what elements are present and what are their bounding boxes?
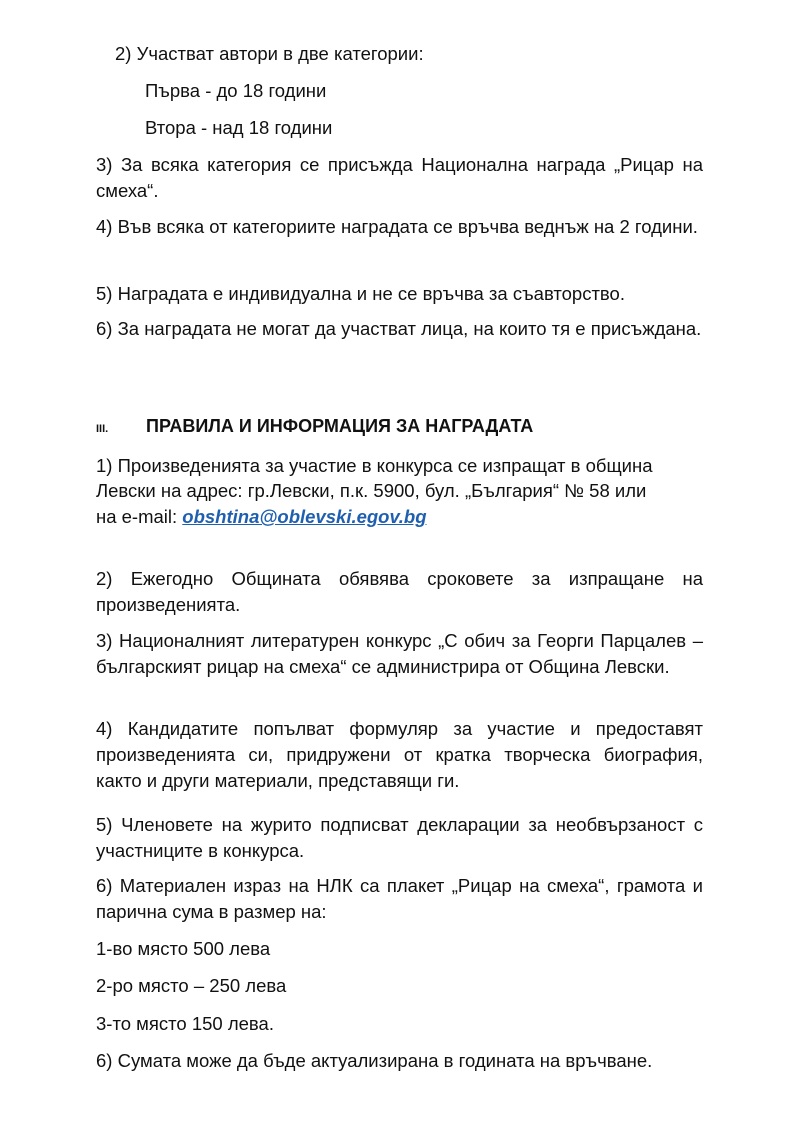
prize-1: 1-во място 500 лева (96, 938, 271, 959)
item-3: 3) За всяка категория се присъжда Национална награда „Рицар на смеха“. (96, 154, 703, 201)
rule-2: 2) Ежегодно Общината обявява сроковете за изпращане на произведенията. (96, 568, 703, 615)
item-4: 4) Във всяка от категориите наградата се връчва веднъж на 2 години. (96, 216, 698, 237)
prize-2: 2-ро място – 250 лева (96, 975, 287, 996)
email-link[interactable]: obshtina@oblevski.egov.bg (182, 506, 427, 527)
rule-4: 4) Кандидатите попълват формуляр за участие и предоставят произведенията си, придружени от кратка творческа биография, както и други материали, представящи ги. (96, 718, 703, 791)
category-first: Първа - до 18 години (145, 80, 327, 101)
section-number: III. (96, 423, 109, 435)
section-title: ПРАВИЛА И ИНФОРМАЦИЯ ЗА НАГРАДАТА (146, 416, 534, 436)
item-6: 6) За наградата не могат да участват лица, на които тя е присъждана. (96, 318, 702, 339)
rule-1-line-1: 1) Произведенията за участие в конкурса се изпращат в община (96, 455, 653, 476)
section-heading (96, 416, 533, 437)
item-5: 5) Наградата е индивидуална и не се връчва за съавторство. (96, 283, 625, 304)
categories-intro: 2) Участват автори в две категории: (115, 43, 424, 64)
rule-1-line-3 (96, 507, 427, 527)
prize-3: 3-то място 150 лева. (96, 1013, 274, 1034)
rule-5: 5) Членовете на журито подписват декларации за необвързаност с участниците в конкурса. (96, 814, 703, 861)
rule-1-line-2: Левски на адрес: гр.Левски, п.к. 5900, бул. „България“ № 58 или (96, 480, 647, 501)
rule-3: 3) Националният литературен конкурс „С обич за Георги Парцалев – българският рицар на смеха“ се администрира от Община Левски. (96, 630, 703, 677)
rule-6b: 6) Сумата може да бъде актуализирана в годината на връчване. (96, 1050, 653, 1071)
email-prefix: на e-mail: (96, 506, 183, 527)
rule-6: 6) Материален израз на НЛК са плакет „Рицар на смеха“, грамота и парична сума в размер на: (96, 875, 703, 922)
category-second: Втора - над 18 години (145, 117, 333, 138)
